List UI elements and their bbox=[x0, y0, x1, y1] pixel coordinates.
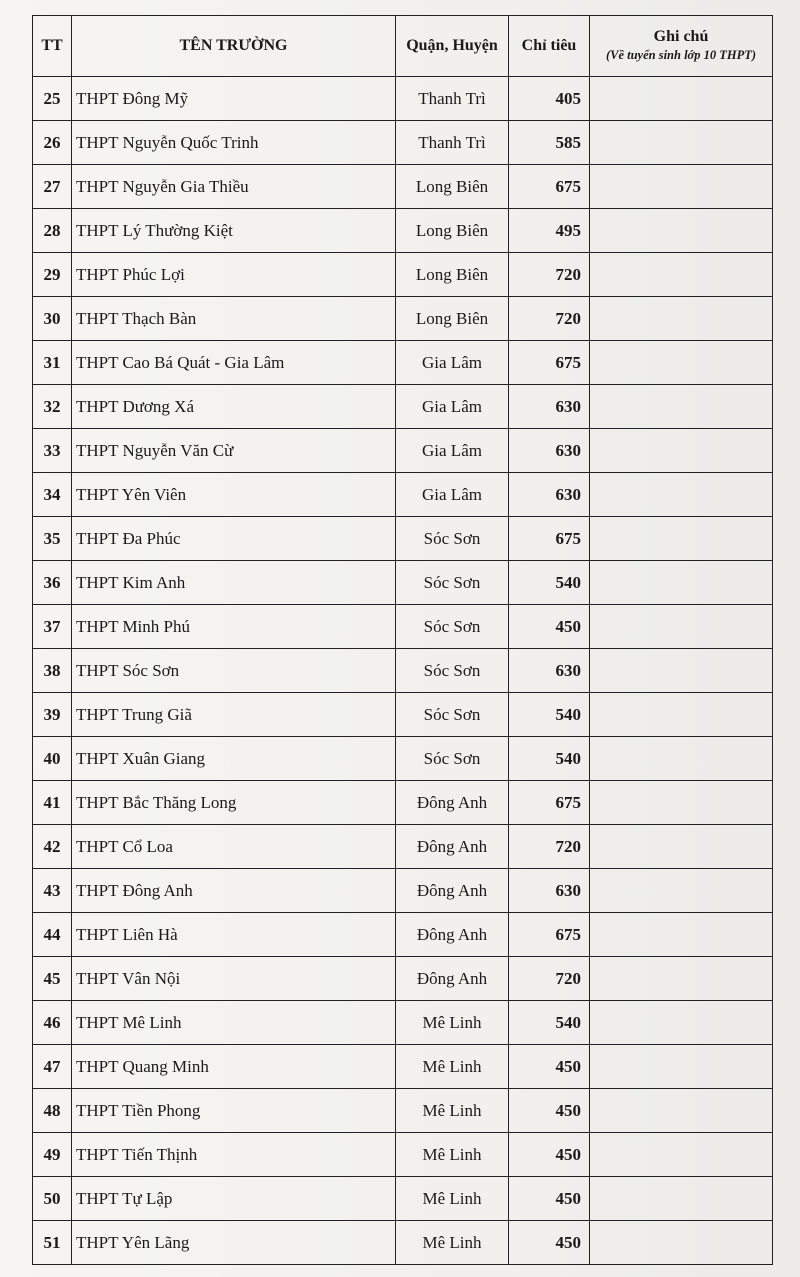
note-cell bbox=[590, 869, 773, 913]
quota-value: 630 bbox=[509, 473, 590, 517]
district-name: Gia Lâm bbox=[396, 385, 509, 429]
district-name: Mê Linh bbox=[396, 1177, 509, 1221]
row-number: 26 bbox=[33, 121, 72, 165]
district-name: Sóc Sơn bbox=[396, 649, 509, 693]
table-header-row bbox=[33, 16, 773, 77]
quota-value: 540 bbox=[509, 693, 590, 737]
district-name: Long Biên bbox=[396, 209, 509, 253]
school-name: THPT Yên Viên bbox=[72, 473, 396, 517]
school-name: THPT Kim Anh bbox=[72, 561, 396, 605]
note-cell bbox=[590, 1045, 773, 1089]
quota-value: 630 bbox=[509, 869, 590, 913]
school-name: THPT Nguyễn Gia Thiều bbox=[72, 165, 396, 209]
note-cell bbox=[590, 165, 773, 209]
note-cell bbox=[590, 605, 773, 649]
note-cell bbox=[590, 825, 773, 869]
quota-value: 720 bbox=[509, 253, 590, 297]
note-cell bbox=[590, 693, 773, 737]
row-number: 51 bbox=[33, 1221, 72, 1265]
school-name: THPT Đa Phúc bbox=[72, 517, 396, 561]
note-cell bbox=[590, 1221, 773, 1265]
table-row bbox=[33, 209, 773, 253]
note-cell bbox=[590, 341, 773, 385]
school-name: THPT Tiến Thịnh bbox=[72, 1133, 396, 1177]
district-name: Long Biên bbox=[396, 253, 509, 297]
table-row bbox=[33, 561, 773, 605]
school-name: THPT Sóc Sơn bbox=[72, 649, 396, 693]
table-row bbox=[33, 605, 773, 649]
row-number: 29 bbox=[33, 253, 72, 297]
header-note-title: Ghi chú bbox=[653, 28, 709, 45]
row-number: 45 bbox=[33, 957, 72, 1001]
district-name: Sóc Sơn bbox=[396, 517, 509, 561]
school-name: THPT Liên Hà bbox=[72, 913, 396, 957]
quota-value: 495 bbox=[509, 209, 590, 253]
table-row bbox=[33, 1177, 773, 1221]
district-name: Mê Linh bbox=[396, 1089, 509, 1133]
district-name: Đông Anh bbox=[396, 869, 509, 913]
district-name: Sóc Sơn bbox=[396, 605, 509, 649]
table-row bbox=[33, 781, 773, 825]
note-cell bbox=[590, 77, 773, 121]
row-number: 44 bbox=[33, 913, 72, 957]
table-row bbox=[33, 869, 773, 913]
school-name: THPT Yên Lãng bbox=[72, 1221, 396, 1265]
row-number: 28 bbox=[33, 209, 72, 253]
quota-value: 450 bbox=[509, 605, 590, 649]
table-row bbox=[33, 297, 773, 341]
school-name: THPT Cao Bá Quát - Gia Lâm bbox=[72, 341, 396, 385]
district-name: Đông Anh bbox=[396, 781, 509, 825]
district-name: Thanh Trì bbox=[396, 77, 509, 121]
school-name: THPT Đông Mỹ bbox=[72, 77, 396, 121]
quota-value: 720 bbox=[509, 957, 590, 1001]
quota-value: 450 bbox=[509, 1133, 590, 1177]
table-row bbox=[33, 825, 773, 869]
district-name: Long Biên bbox=[396, 165, 509, 209]
note-cell bbox=[590, 473, 773, 517]
table-row bbox=[33, 165, 773, 209]
district-name: Gia Lâm bbox=[396, 473, 509, 517]
row-number: 39 bbox=[33, 693, 72, 737]
note-cell bbox=[590, 957, 773, 1001]
table-row bbox=[33, 957, 773, 1001]
row-number: 46 bbox=[33, 1001, 72, 1045]
table-row bbox=[33, 1045, 773, 1089]
quota-value: 675 bbox=[509, 517, 590, 561]
quota-value: 450 bbox=[509, 1089, 590, 1133]
quota-value: 405 bbox=[509, 77, 590, 121]
school-name: THPT Minh Phú bbox=[72, 605, 396, 649]
table-row bbox=[33, 77, 773, 121]
table-row bbox=[33, 121, 773, 165]
row-number: 25 bbox=[33, 77, 72, 121]
header-district: Quận, Huyện bbox=[396, 16, 509, 77]
quota-value: 450 bbox=[509, 1221, 590, 1265]
header-tt: TT bbox=[33, 16, 72, 77]
note-cell bbox=[590, 517, 773, 561]
note-cell bbox=[590, 385, 773, 429]
district-name: Mê Linh bbox=[396, 1133, 509, 1177]
note-cell bbox=[590, 297, 773, 341]
table-row bbox=[33, 1221, 773, 1265]
district-name: Đông Anh bbox=[396, 913, 509, 957]
table-row bbox=[33, 341, 773, 385]
table-row bbox=[33, 737, 773, 781]
quota-value: 450 bbox=[509, 1177, 590, 1221]
school-name: THPT Lý Thường Kiệt bbox=[72, 209, 396, 253]
note-cell bbox=[590, 1177, 773, 1221]
row-number: 43 bbox=[33, 869, 72, 913]
school-name: THPT Vân Nội bbox=[72, 957, 396, 1001]
table-row bbox=[33, 473, 773, 517]
school-name: THPT Tự Lập bbox=[72, 1177, 396, 1221]
school-name: THPT Bắc Thăng Long bbox=[72, 781, 396, 825]
note-cell bbox=[590, 209, 773, 253]
quota-value: 540 bbox=[509, 561, 590, 605]
row-number: 47 bbox=[33, 1045, 72, 1089]
school-name: THPT Trung Giã bbox=[72, 693, 396, 737]
table-row bbox=[33, 253, 773, 297]
school-name: THPT Mê Linh bbox=[72, 1001, 396, 1045]
school-name: THPT Đông Anh bbox=[72, 869, 396, 913]
note-cell bbox=[590, 253, 773, 297]
table-row bbox=[33, 649, 773, 693]
school-name: THPT Nguyễn Quốc Trinh bbox=[72, 121, 396, 165]
district-name: Thanh Trì bbox=[396, 121, 509, 165]
table-row bbox=[33, 1089, 773, 1133]
table-row bbox=[33, 913, 773, 957]
row-number: 27 bbox=[33, 165, 72, 209]
school-name: THPT Tiền Phong bbox=[72, 1089, 396, 1133]
quota-value: 675 bbox=[509, 913, 590, 957]
quota-value: 540 bbox=[509, 737, 590, 781]
quota-value: 630 bbox=[509, 429, 590, 473]
row-number: 42 bbox=[33, 825, 72, 869]
school-quota-table bbox=[32, 15, 773, 1265]
header-quota: Chỉ tiêu bbox=[509, 16, 590, 77]
row-number: 34 bbox=[33, 473, 72, 517]
district-name: Đông Anh bbox=[396, 825, 509, 869]
header-note bbox=[590, 16, 773, 77]
table-row bbox=[33, 429, 773, 473]
table-row bbox=[33, 1133, 773, 1177]
district-name: Mê Linh bbox=[396, 1221, 509, 1265]
quota-value: 675 bbox=[509, 781, 590, 825]
table-row bbox=[33, 517, 773, 561]
district-name: Mê Linh bbox=[396, 1045, 509, 1089]
district-name: Long Biên bbox=[396, 297, 509, 341]
note-cell bbox=[590, 1001, 773, 1045]
quota-value: 585 bbox=[509, 121, 590, 165]
district-name: Gia Lâm bbox=[396, 429, 509, 473]
quota-value: 540 bbox=[509, 1001, 590, 1045]
school-name: THPT Nguyễn Văn Cừ bbox=[72, 429, 396, 473]
note-cell bbox=[590, 913, 773, 957]
row-number: 33 bbox=[33, 429, 72, 473]
header-note-subtitle: (Về tuyển sinh lớp 10 THPT) bbox=[605, 48, 757, 62]
header-school-name: TÊN TRƯỜNG bbox=[72, 16, 396, 77]
note-cell bbox=[590, 649, 773, 693]
note-cell bbox=[590, 1133, 773, 1177]
note-cell bbox=[590, 121, 773, 165]
row-number: 41 bbox=[33, 781, 72, 825]
quota-value: 720 bbox=[509, 297, 590, 341]
district-name: Sóc Sơn bbox=[396, 737, 509, 781]
row-number: 31 bbox=[33, 341, 72, 385]
quota-value: 450 bbox=[509, 1045, 590, 1089]
row-number: 37 bbox=[33, 605, 72, 649]
table-row bbox=[33, 693, 773, 737]
quota-value: 630 bbox=[509, 385, 590, 429]
row-number: 40 bbox=[33, 737, 72, 781]
school-name: THPT Dương Xá bbox=[72, 385, 396, 429]
note-cell bbox=[590, 429, 773, 473]
table-row bbox=[33, 385, 773, 429]
note-cell bbox=[590, 1089, 773, 1133]
quota-value: 720 bbox=[509, 825, 590, 869]
row-number: 32 bbox=[33, 385, 72, 429]
school-name: THPT Phúc Lợi bbox=[72, 253, 396, 297]
school-name: THPT Quang Minh bbox=[72, 1045, 396, 1089]
row-number: 30 bbox=[33, 297, 72, 341]
note-cell bbox=[590, 561, 773, 605]
district-name: Đông Anh bbox=[396, 957, 509, 1001]
school-name: THPT Xuân Giang bbox=[72, 737, 396, 781]
row-number: 48 bbox=[33, 1089, 72, 1133]
quota-value: 675 bbox=[509, 341, 590, 385]
note-cell bbox=[590, 737, 773, 781]
row-number: 49 bbox=[33, 1133, 72, 1177]
note-cell bbox=[590, 781, 773, 825]
quota-value: 675 bbox=[509, 165, 590, 209]
district-name: Mê Linh bbox=[396, 1001, 509, 1045]
row-number: 50 bbox=[33, 1177, 72, 1221]
district-name: Sóc Sơn bbox=[396, 561, 509, 605]
district-name: Gia Lâm bbox=[396, 341, 509, 385]
district-name: Sóc Sơn bbox=[396, 693, 509, 737]
school-name: THPT Cổ Loa bbox=[72, 825, 396, 869]
school-name: THPT Thạch Bàn bbox=[72, 297, 396, 341]
table-body bbox=[33, 77, 773, 1265]
row-number: 38 bbox=[33, 649, 72, 693]
table-row bbox=[33, 1001, 773, 1045]
row-number: 36 bbox=[33, 561, 72, 605]
quota-value: 630 bbox=[509, 649, 590, 693]
row-number: 35 bbox=[33, 517, 72, 561]
